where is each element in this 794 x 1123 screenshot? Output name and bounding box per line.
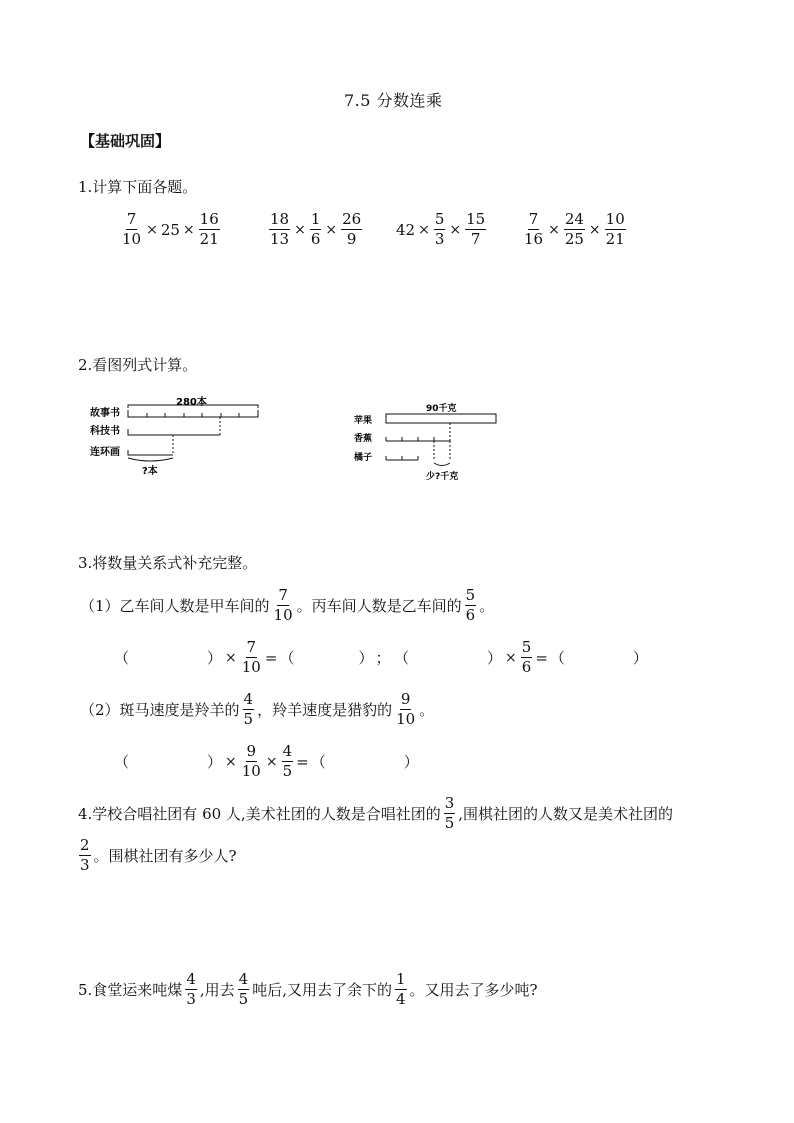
numerator: 4 [186,970,196,988]
question-1-label: 1.计算下面各题。 [78,178,198,196]
fraction [395,972,407,1007]
denominator: 3 [434,230,445,248]
denominator: 21 [605,230,625,248]
fraction [273,588,294,623]
denominator: 3 [186,990,196,1008]
fraction [395,692,416,727]
numerator: 3 [444,794,455,812]
numerator: 9 [400,690,411,708]
total-label: 90千克 [426,404,457,414]
numerator: 10 [605,210,625,228]
denominator: 5 [444,814,455,832]
denominator: 10 [241,658,261,676]
question-3-part-1: （1）乙车间人数是甲车间的 $\frac{7}{10}$ 。丙车间人数是乙车间的 $\frac{5}{6}$ 。 [80,586,495,624]
question-2-label: 2.看图列式计算。 [78,356,198,374]
relation-blank-1: （ ） × $\frac{7}{10}$ = （ ） ； [114,638,391,676]
numerator: 7 [528,210,539,228]
row-label: 香蕉 [354,434,373,444]
denominator: 6 [521,658,532,676]
fraction [523,212,544,247]
numerator: 7 [278,586,288,604]
denominator: 21 [199,230,219,248]
numerator: 9 [246,742,257,760]
denominator: 3 [80,856,90,874]
row-label: 苹果 [354,416,373,426]
row-label: 橘子 [354,453,373,463]
denominator: 16 [524,230,544,248]
question-4-line-1: 4.学校合唱社团有 60 人,美术社团的人数是合唱社团的 $\frac{3}{5}$ ,围棋社团的人数又是美术社团的 [78,794,674,832]
fraction [434,212,446,247]
denominator: 13 [270,230,290,248]
denominator: 5 [243,710,254,728]
denominator: 10 [122,230,142,248]
numerator: 16 [199,210,219,228]
denominator: 10 [241,762,261,780]
fraction [121,212,142,247]
fraction [199,212,220,247]
denominator: 4 [395,990,406,1008]
fraction [282,744,294,779]
numerator: 5 [521,638,532,656]
fraction [310,212,322,247]
relation-blank-2: （ ） × $\frac{5}{6}$ = （ ） [394,638,648,676]
numerator: 5 [434,210,445,228]
fraction [243,692,255,727]
numerator: 4 [243,690,254,708]
question-label: 少?千克 [426,472,459,482]
question-3-label: 3.将数量关系式补充完整。 [78,554,258,572]
fraction [238,972,250,1007]
denominator: 6 [310,230,321,248]
denominator: 5 [282,762,293,780]
denominator: 10 [396,710,416,728]
fraction [564,212,585,247]
denominator: 6 [465,606,476,624]
expression-4: $\frac{7}{16}$ × $\frac{24}{25}$ × $\frac{10}{21}$ [524,210,625,248]
denominator: 5 [238,990,249,1008]
numerator: 1 [310,210,321,228]
numerator: 5 [465,586,476,604]
denominator: 9 [346,230,357,248]
denominator: 7 [470,230,481,248]
numerator: 24 [564,210,584,228]
numerator: 26 [342,210,362,228]
page-title: 7.5 分数连乘 [344,91,443,110]
section-heading: 【基础巩固】 [80,132,171,150]
numerator: 7 [126,210,137,228]
expression-2: $\frac{18}{13}$ × $\frac{1}{6}$ × $\frac{26}{9}$ [270,210,362,248]
row-label: 连环画 [90,447,120,458]
numerator: 7 [246,638,257,656]
fraction [341,212,362,247]
question-5: 5.食堂运来吨煤 $\frac{4}{3}$ ,用去 $\frac{4}{5}$ 吨后,又用去了余下的 $\frac{1}{4}$ 。又用去了多少吨? [78,970,538,1008]
fraction [444,796,456,831]
denominator: 10 [273,606,293,624]
row-label: 故事书 [90,408,120,419]
expression-1: $\frac{7}{10}$ × 25 × $\frac{16}{21}$ [122,210,219,248]
fraction [605,212,626,247]
total-label: 280本 [176,397,207,408]
question-4-line-2: $\frac{2}{3}$ 。围棋社团有多少人? [80,836,237,874]
fraction [269,212,290,247]
expression-3: 42 × $\frac{5}{3}$ × $\frac{15}{7}$ [396,210,486,248]
numerator: 2 [80,836,90,854]
numerator: 4 [238,970,249,988]
fraction [465,212,486,247]
fraction [79,838,91,873]
fruits-line-diagram [350,395,510,485]
numerator: 4 [282,742,293,760]
fraction [521,640,533,675]
fraction [241,640,262,675]
books-line-diagram [80,392,270,484]
denominator: 25 [564,230,584,248]
fraction [185,972,197,1007]
question-label: ?本 [142,466,158,477]
numerator: 15 [466,210,486,228]
numerator: 18 [270,210,290,228]
fraction [465,588,477,623]
relation-blank-3: （ ） × $\frac{9}{10}$ × $\frac{4}{5}$ = （ ） [114,742,419,780]
numerator: 1 [395,970,406,988]
fraction [241,744,262,779]
question-3-part-2: （2）斑马速度是羚羊的 $\frac{4}{5}$ ，羚羊速度是猎豹的 $\frac{9}{10}$ 。 [80,690,435,728]
row-label: 科技书 [90,426,120,437]
